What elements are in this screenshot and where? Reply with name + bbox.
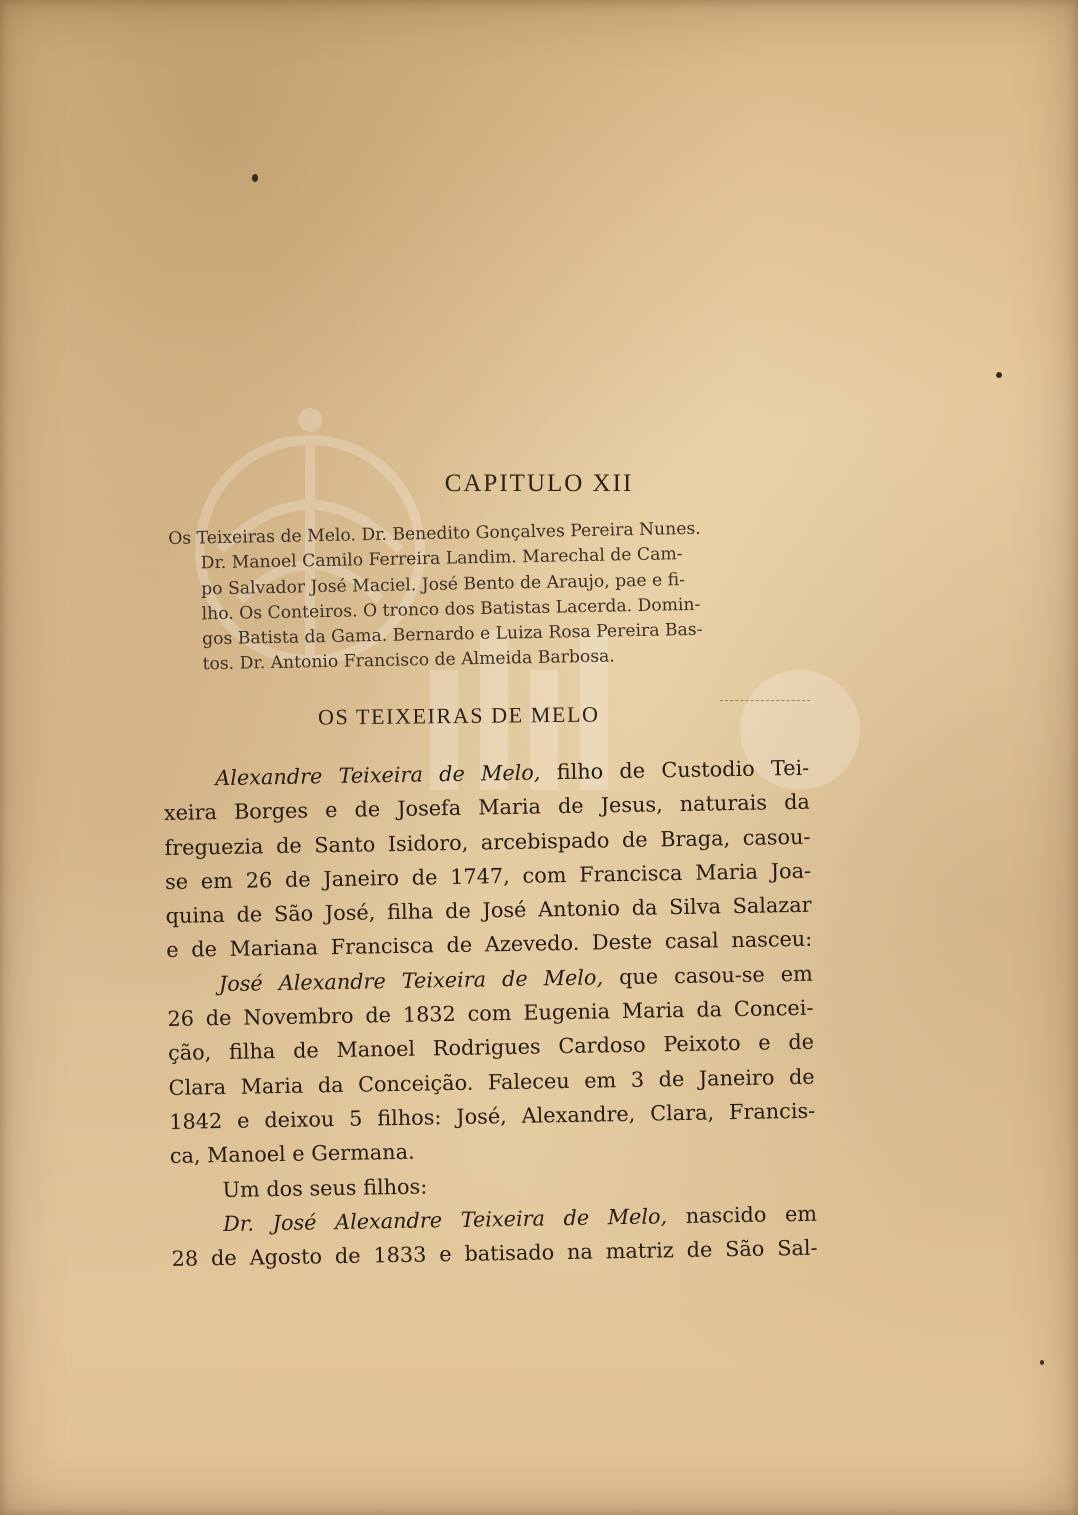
body-line: Clara Maria da Conceição. Faleceu em 3 de Janeiro de (168, 1064, 815, 1100)
chapter-summary (168, 515, 811, 679)
italic-name: José Alexandre Teixeira de Melo, (218, 965, 604, 996)
summary-line: tos. Dr. Antonio Francisco de Almeida Barbosa. (202, 646, 615, 675)
body-line: Alexandre Teixeira de Melo, filho de Custodio Tei- (215, 755, 810, 791)
summary-line: Os Teixeiras de Melo. Dr. Benedito Gonçalves Pereira Nunes. (168, 518, 701, 549)
body-line: José Alexandre Teixeira de Melo, que casou-se em (218, 961, 813, 996)
body-line: 28 de Agosto de 1833 e batisado na matriz de São Sal- (171, 1235, 818, 1272)
body-line: se em 26 de Janeiro de 1747, com Francisca Maria Joa- (164, 858, 812, 894)
summary-line: gos Batista da Gama. Bernardo e Luiza Rosa Pereira Bas- (201, 619, 703, 650)
chapter-title: CAPITULO XII (444, 470, 634, 497)
body-text (163, 751, 818, 1277)
body-line: 26 de Novembro de 1832 com Eugenia Maria da Concei- (167, 995, 814, 1032)
section-heading: OS TEIXEIRAS DE MELO (317, 701, 600, 730)
summary-line: po Salvador José Maciel. José Bento de Araujo, pae e fi- (201, 569, 686, 599)
italic-name: Dr. José Alexandre Teixeira de Melo, (222, 1204, 668, 1236)
italic-name: Alexandre Teixeira de Melo, (215, 760, 541, 791)
ink-spot (252, 174, 258, 182)
body-line: quina de São José, filha de José Antonio da Silva Salazar (165, 892, 812, 929)
summary-line: lho. Os Conteiros. O tronco dos Batistas Lacerda. Domin- (201, 594, 701, 625)
dashed-mark (720, 700, 810, 701)
body-line: xeira Borges e de Josefa Maria de Jesus, naturais da (163, 790, 811, 826)
body-line: Um dos seus filhos: (222, 1174, 428, 1202)
summary-line: Dr. Manoel Camilo Ferreira Landim. Marechal de Cam- (200, 544, 683, 574)
body-line: ca, Manoel e Germana. (169, 1139, 415, 1169)
body-line: e de Mariana Francisca de Azevedo. Deste casal nasceu: (166, 927, 813, 963)
ink-spot (996, 372, 1002, 378)
body-line: Dr. José Alexandre Teixeira de Melo, nascido em (222, 1201, 818, 1236)
ink-spot (1040, 1360, 1044, 1365)
body-line: ção, filha de Manoel Rodrigues Cardoso Peixoto e de (167, 1030, 815, 1066)
body-line: freguezia de Santo Isidoro, arcebispado de Braga, casou- (164, 824, 811, 860)
body-line: 1842 e deixou 5 filhos: José, Alexandre, Clara, Francis- (169, 1098, 816, 1134)
